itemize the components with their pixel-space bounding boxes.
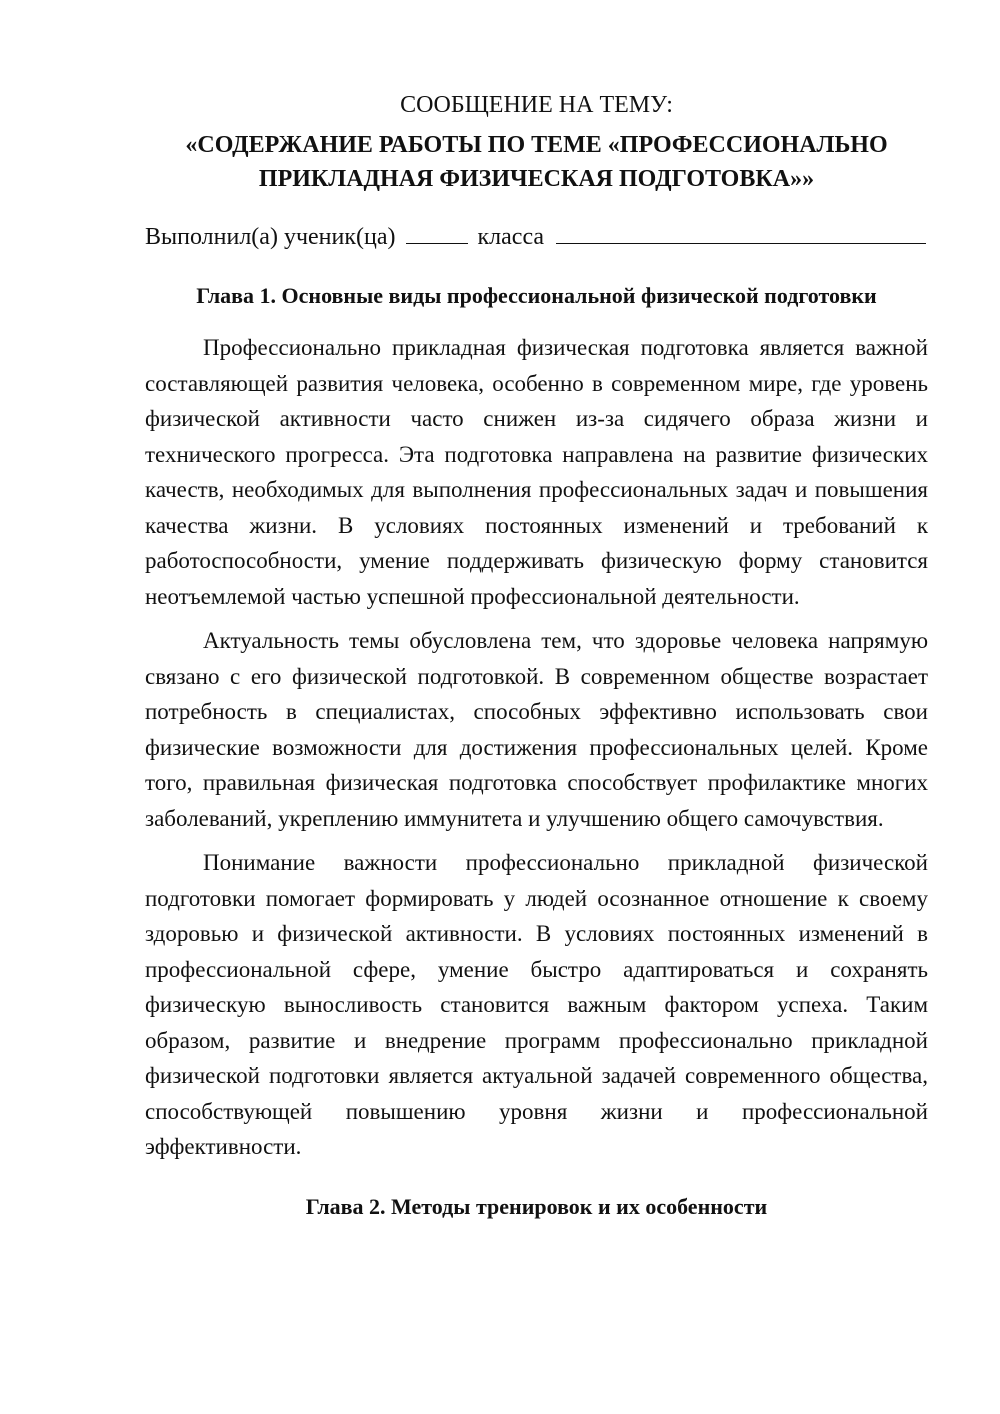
chapter-1-title: Глава 1. Основные виды профессиональной физической подготовки (196, 283, 877, 308)
class-label: класса (477, 224, 545, 250)
document-title-line-1: «СОДЕРЖАНИЕ РАБОТЫ ПО ТЕМЕ «ПРОФЕССИОНАЛЬНО (185, 132, 888, 158)
document-kicker: СООБЩЕНИЕ НА ТЕМУ: (400, 92, 673, 118)
paragraph-2: Актуальность темы обусловлена тем, что здоровье человека напрямую связано с его физической подготовкой. В современном обществе возрастает потребность в специалистах, способных эффективно использовать свои физические возможности для достижения профессиональных целей. Кроме того, правильная физическая подготовка способствует профилактике многих заболеваний, укреплению иммунитета и улучшению общего самочувствия. (145, 628, 928, 831)
document-title (145, 128, 928, 196)
class-number-blank[interactable] (406, 221, 468, 244)
student-name-blank[interactable] (556, 221, 926, 244)
chapter-2-title: Глава 2. Методы тренировок и их особенности (305, 1193, 768, 1219)
author-line (145, 220, 928, 254)
paragraph-1: Профессионально прикладная физическая подготовка является важной составляющей развития человека, особенно в современном мире, где уровень физической активности часто снижен из-за сидячего образа жизни и технического прогресса. Эта подготовка направлена на развитие физических качеств, необходимых для выполнения профессиональных задач и повышения качества жизни. В условиях постоянных изменений и требований к работоспособности, умение поддерживать физическую форму становится неотъемлемой частью успешной профессиональной деятельности. (145, 335, 928, 609)
document-page (145, 88, 928, 1223)
paragraph-3: Понимание важности профессионально прикладной физической подготовки помогает формировать у людей осознанное отношение к своему здоровью и физической активности. В условиях постоянных изменений в профессиональной сфере, умение быстро адаптироваться и сохранять физическую выносливость становится важным фактором успеха. Таким образом, развитие и внедрение программ профессионально прикладной физической подготовки является актуальной задачей современного общества, способствующей повышению уровня жизни и профессиональной эффективности. (145, 850, 928, 1159)
document-title-line-2: ПРИКЛАДНАЯ ФИЗИЧЕСКАЯ ПОДГОТОВКА»» (258, 166, 815, 192)
performed-label: Выполнил(а) ученик(ца) (145, 224, 396, 250)
